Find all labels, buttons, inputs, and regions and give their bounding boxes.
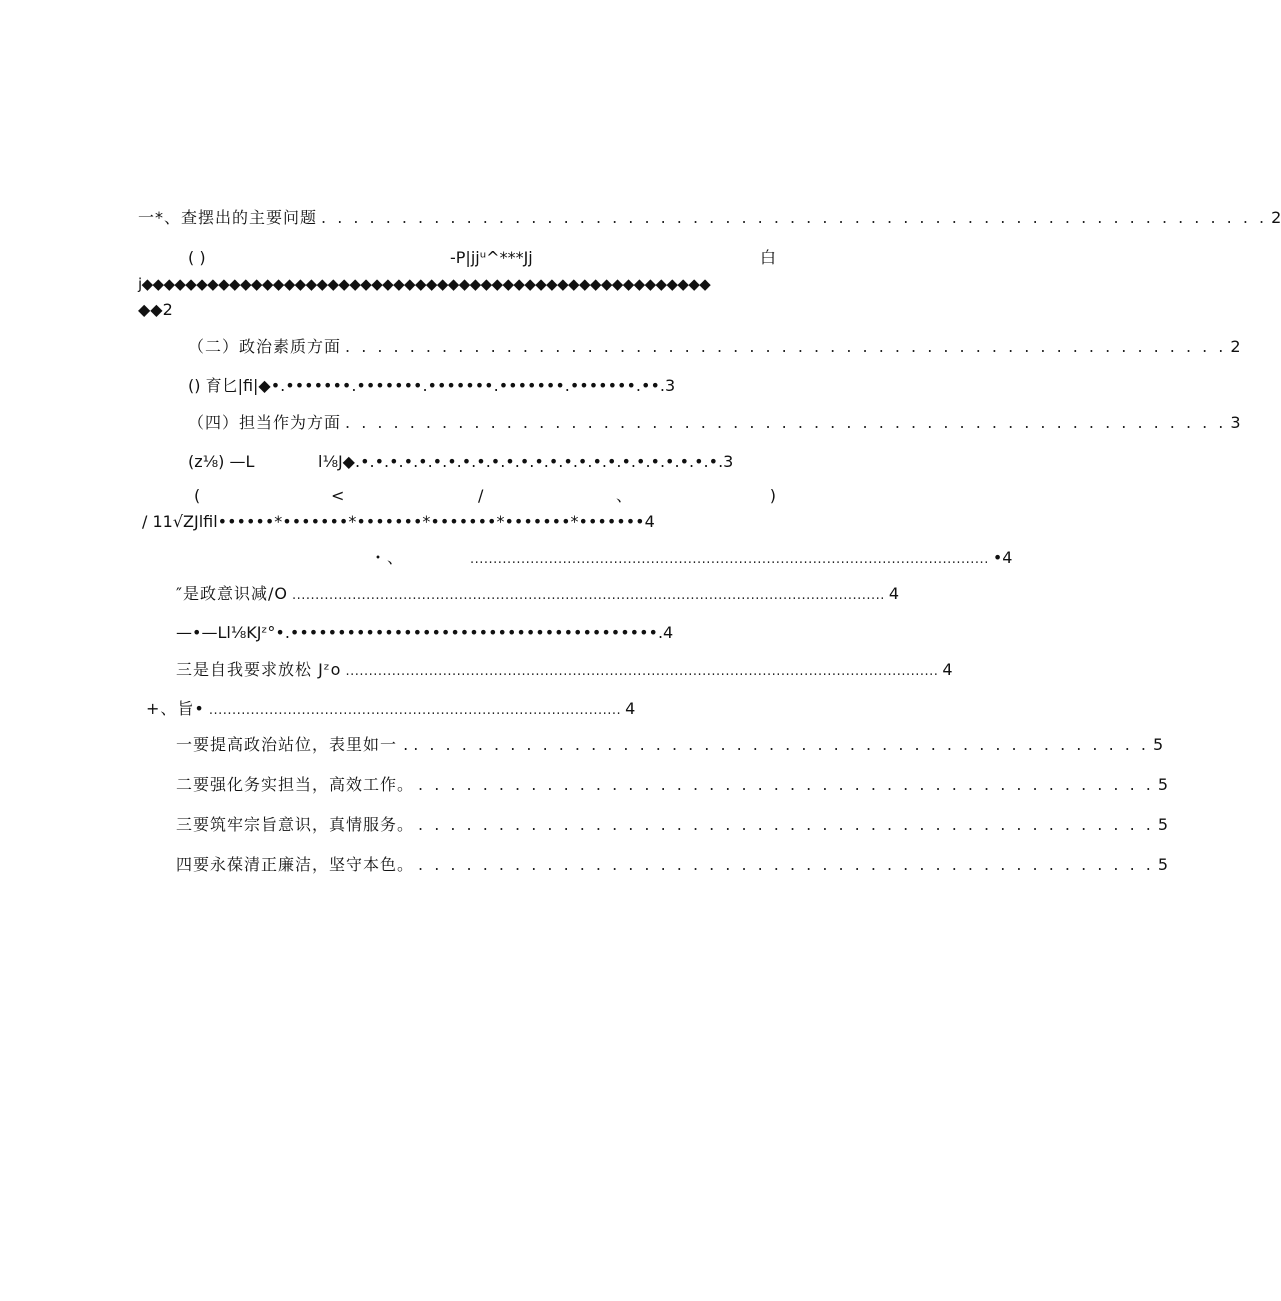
toc-leader: ................................................................................................................................ bbox=[345, 664, 939, 679]
toc-entry-8 bbox=[370, 545, 1013, 571]
toc-entry-label: ( ) bbox=[188, 248, 206, 267]
toc-entry-label: ・、 bbox=[370, 548, 405, 567]
toc-entry-garbled-text: l⅛J◆.•.•.•.•.•.•.•.•.•.•.•.•.•.•.•.•.•.•.•.•.•.•.•.•.•.3 bbox=[318, 452, 734, 471]
toc-entry-label: (z⅛) —L bbox=[188, 452, 255, 471]
toc-entry-15 bbox=[176, 812, 1169, 838]
toc-leader: . . . . . . . . . . . . . . . . . . . . . . . . . . . . . . . . . . . . . . . . . . . . . . . . . . . . . . . bbox=[345, 413, 1227, 432]
toc-entry-14 bbox=[176, 772, 1169, 798]
toc-leader: . . . . . . . . . . . . . . . . . . . . . . . . . . . . . . . . . . . . . . . . . . . . . . bbox=[418, 775, 1154, 794]
toc-entry-12 bbox=[146, 696, 636, 722]
toc-page-number: 3 bbox=[1230, 413, 1241, 432]
toc-entry-label: 三要筑牢宗旨意识，真情服务。 bbox=[176, 815, 415, 834]
toc-leader: ......................................................................................... bbox=[208, 703, 622, 718]
toc-page-number: •4 bbox=[992, 548, 1013, 567]
toc-entry-1 bbox=[138, 205, 1281, 231]
toc-leader: . . . . . . . . . . . . . . . . . . . . . . . . . . . . . . . . . . . . . . . . . . . . . . . . . . . . . . . bbox=[345, 337, 1227, 356]
toc-entry-label: 二要强化务实担当，高效工作。 bbox=[176, 775, 415, 794]
toc-entry-13 bbox=[176, 732, 1164, 758]
toc-entry-10: —•—Ll⅛KJᶻ°•.•••••••••••••••••••••••••••••••••••••••.4 bbox=[176, 623, 674, 642]
toc-entry-label: （四）担当作为方面 bbox=[188, 413, 342, 432]
toc-leader: ................................................................................................................ bbox=[470, 552, 989, 567]
toc-page-number: 4 bbox=[625, 699, 636, 718]
toc-leader: . . . . . . . . . . . . . . . . . . . . . . . . . . . . . . . . . . . . . . . . . . . . . . bbox=[413, 735, 1150, 754]
toc-page-number: 2 bbox=[1271, 208, 1281, 227]
toc-page-number: 5 bbox=[1157, 855, 1169, 874]
toc-entry-glyph: ( bbox=[194, 486, 201, 505]
toc-entry-2-line-c: ◆◆2 bbox=[138, 300, 173, 319]
toc-entry-glyph: < bbox=[331, 486, 345, 505]
toc-entry-label: 四要永葆清正廉洁，坚守本色。 bbox=[176, 855, 415, 874]
toc-entry-glyph: ) bbox=[769, 486, 776, 505]
toc-entry-2-line-b: j◆◆◆◆◆◆◆◆◆◆◆◆◆◆◆◆◆◆◆◆◆◆◆◆◆◆◆◆◆◆◆◆◆◆◆◆◆◆◆◆◆◆◆◆◆◆◆◆◆◆◆◆ bbox=[138, 275, 711, 293]
toc-entry-3 bbox=[188, 334, 1241, 360]
toc-leader: ................................................................................................................................ bbox=[291, 588, 885, 603]
toc-entry-7-line-a bbox=[188, 483, 776, 509]
toc-page-number: 5 bbox=[1153, 735, 1164, 754]
toc-page-number: 5 bbox=[1157, 775, 1169, 794]
toc-entry-11 bbox=[176, 657, 953, 683]
toc-entry-16 bbox=[176, 852, 1169, 878]
toc-entry-garbled-text: 白 bbox=[759, 248, 776, 267]
toc-entry-7-line-b: / 11√ZJlfil••••••*•••••••*•••••••*•••••••*•••••••*•••••••4 bbox=[142, 512, 655, 531]
toc-leader: . . . . . . . . . . . . . . . . . . . . . . . . . . . . . . . . . . . . . . . . . . . . . . bbox=[418, 855, 1154, 874]
toc-entry-glyph: / bbox=[478, 486, 484, 505]
toc-page-number: 2 bbox=[1230, 337, 1241, 356]
toc-entry-label: ″是政意识减/O bbox=[176, 584, 288, 603]
toc-entry-9 bbox=[176, 581, 900, 607]
toc-page-number: 5 bbox=[1157, 815, 1169, 834]
toc-entry-2-line-a bbox=[188, 245, 776, 271]
toc-entry-label: +、旨• bbox=[146, 699, 205, 718]
toc-leader: . . . . . . . . . . . . . . . . . . . . . . . . . . . . . . . . . . . . . . . . . . . . . . bbox=[418, 815, 1154, 834]
toc-entry-glyph: 、 bbox=[616, 486, 633, 505]
toc-entry-4: () 育匕|fi|◆•.•••••••.•••••••.•••••••.•••••••.•••••••.••.3 bbox=[188, 376, 676, 395]
toc-leader: . . . . . . . . . . . . . . . . . . . . . . . . . . . . . . . . . . . . . . . . . . . . . . . . . . . . . . . . . . . bbox=[321, 208, 1268, 227]
toc-entry-label: 一*、查摆出的主要问题 bbox=[138, 208, 318, 227]
toc-entry-garbled-text: -P|jjᵘ^***Jj bbox=[450, 248, 533, 267]
toc-entry-6 bbox=[188, 449, 748, 475]
toc-entry-label: （二）政治素质方面 bbox=[188, 337, 342, 356]
toc-page-number: 4 bbox=[942, 660, 953, 679]
toc-entry-label: 三是自我要求放松 Jᶻo bbox=[176, 660, 342, 679]
toc-page-number: 4 bbox=[888, 584, 900, 603]
toc-entry-label: 一要提高政治站位，表里如一 . bbox=[176, 735, 410, 754]
toc-entry-5 bbox=[188, 410, 1241, 436]
